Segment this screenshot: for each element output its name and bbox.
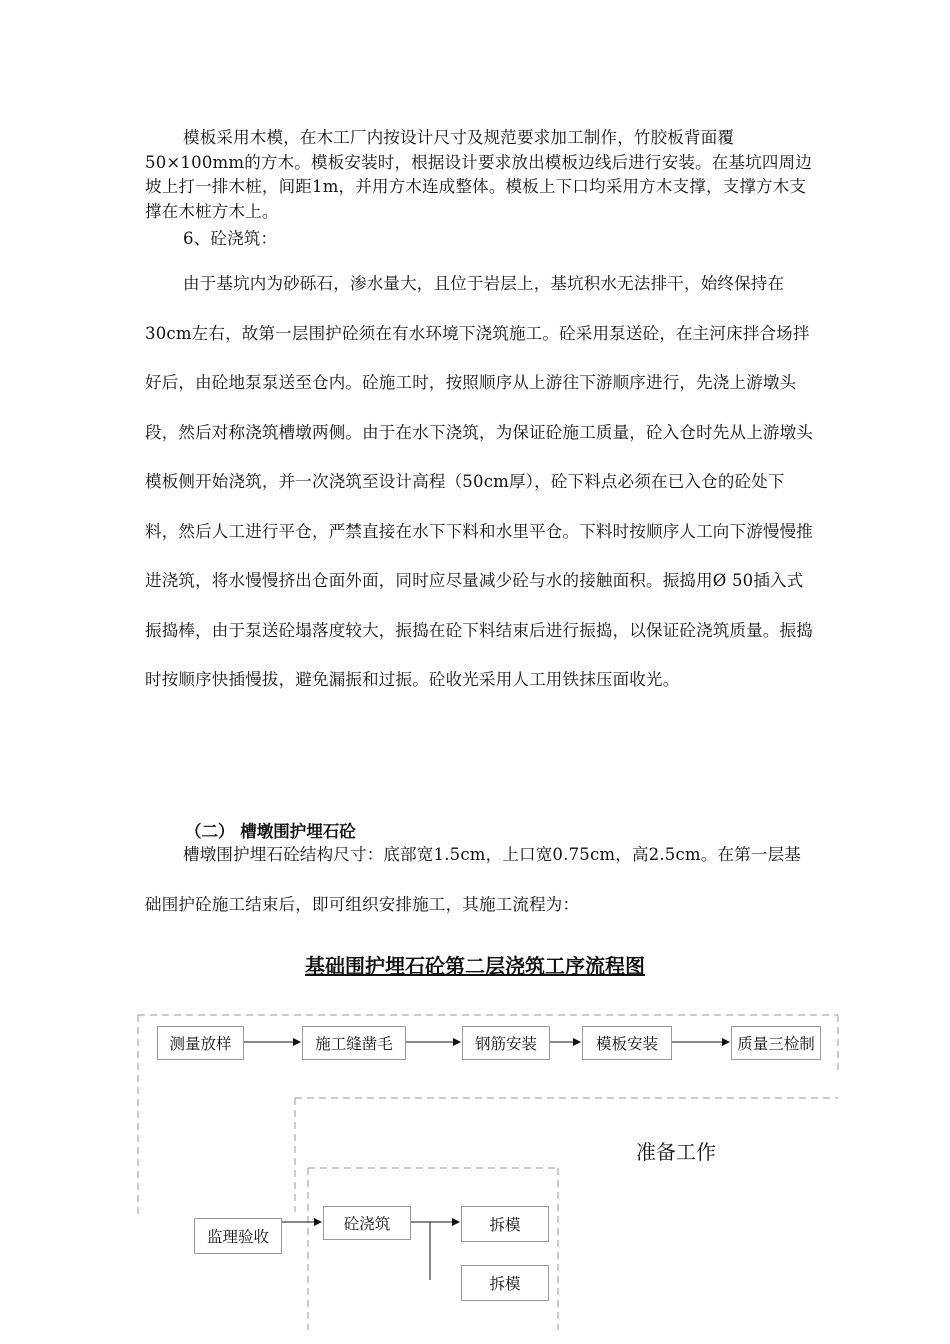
flow-step-survey: 测量放样	[157, 1026, 244, 1060]
prep-work-label: 准备工作	[636, 1140, 716, 1164]
flowchart-title: 基础围护埋石砼第二层浇筑工序流程图	[305, 954, 645, 978]
section-heading-pier: （二） 槽墩围护埋石砼	[185, 822, 356, 841]
flow-step-rebar: 钢筋安装	[462, 1026, 550, 1060]
flow-step-quality-check: 质量三检制	[731, 1026, 821, 1060]
dashed-group-pour	[308, 1168, 558, 1330]
flow-step-formwork: 模板安装	[582, 1026, 672, 1060]
dashed-group-prep	[295, 1098, 838, 1212]
section-heading-concrete: 6、砼浇筑：	[183, 229, 278, 248]
flow-step-concrete-pouring: 砼浇筑	[323, 1206, 411, 1240]
flow-step-joint-chiseling: 施工缝凿毛	[302, 1026, 406, 1060]
flow-step-supervisor-acceptance: 监理验收	[194, 1218, 282, 1254]
flow-step-formwork-removal-2: 拆模	[461, 1265, 549, 1301]
paragraph-concrete-pouring: 由于基坑内为砂砾石，渗水量大，且位于岩层上，基坑积水无法排干，始终保持在30cm左右，故第一层围护砼须在有水环境下浇筑施工。砼采用泵送砼，在主河床拌合场拌好后，由砼地泵泵送至仓内。砼施工时，按照顺序从上游往下游顺序进行，先浇上游墩头段，然后对称浇筑槽墩两侧。由于在水下浇筑，为保证砼施工质量，砼入仓时先从上游墩头模板侧开始浇筑，并一次浇筑至设计高程（50cm厚），砼下料点必须在已入仓的砼处下料，然后人工进行平仓，严禁直接在水下下料和水里平仓。下料时按顺序人工向下游慢慢推进浇筑，将水慢慢挤出仓面外面，同时应尽量减少砼与水的接触面积。振捣用Ø 50插入式振捣棒，由于泵送砼塌落度较大，振捣在砼下料结束后进行振捣，以保证砼浇筑质量。振捣时按顺序快插慢拔，避免漏振和过振。砼收光采用人工用铁抹压面收光。	[145, 274, 813, 689]
paragraph-formwork: 模板采用木模，在木工厂内按设计尺寸及规范要求加工制作，竹胶板背面覆50×100mm的方木。模板安装时，根据设计要求放出模板边线后进行安装。在基坑四周边坡上打一排木桩，间距1m，并用方木连成整体。模板上下口均采用方木支撑，支撑方木支撑在木桩方木上。	[145, 128, 813, 221]
flow-step-formwork-removal: 拆模	[461, 1206, 549, 1242]
paragraph-pier-dimensions: 槽墩围护埋石砼结构尺寸：底部宽1.5cm，上口宽0.75cm，高2.5cm。在第一层基础围护砼施工结束后，即可组织安排施工，其施工流程为：	[145, 845, 801, 914]
